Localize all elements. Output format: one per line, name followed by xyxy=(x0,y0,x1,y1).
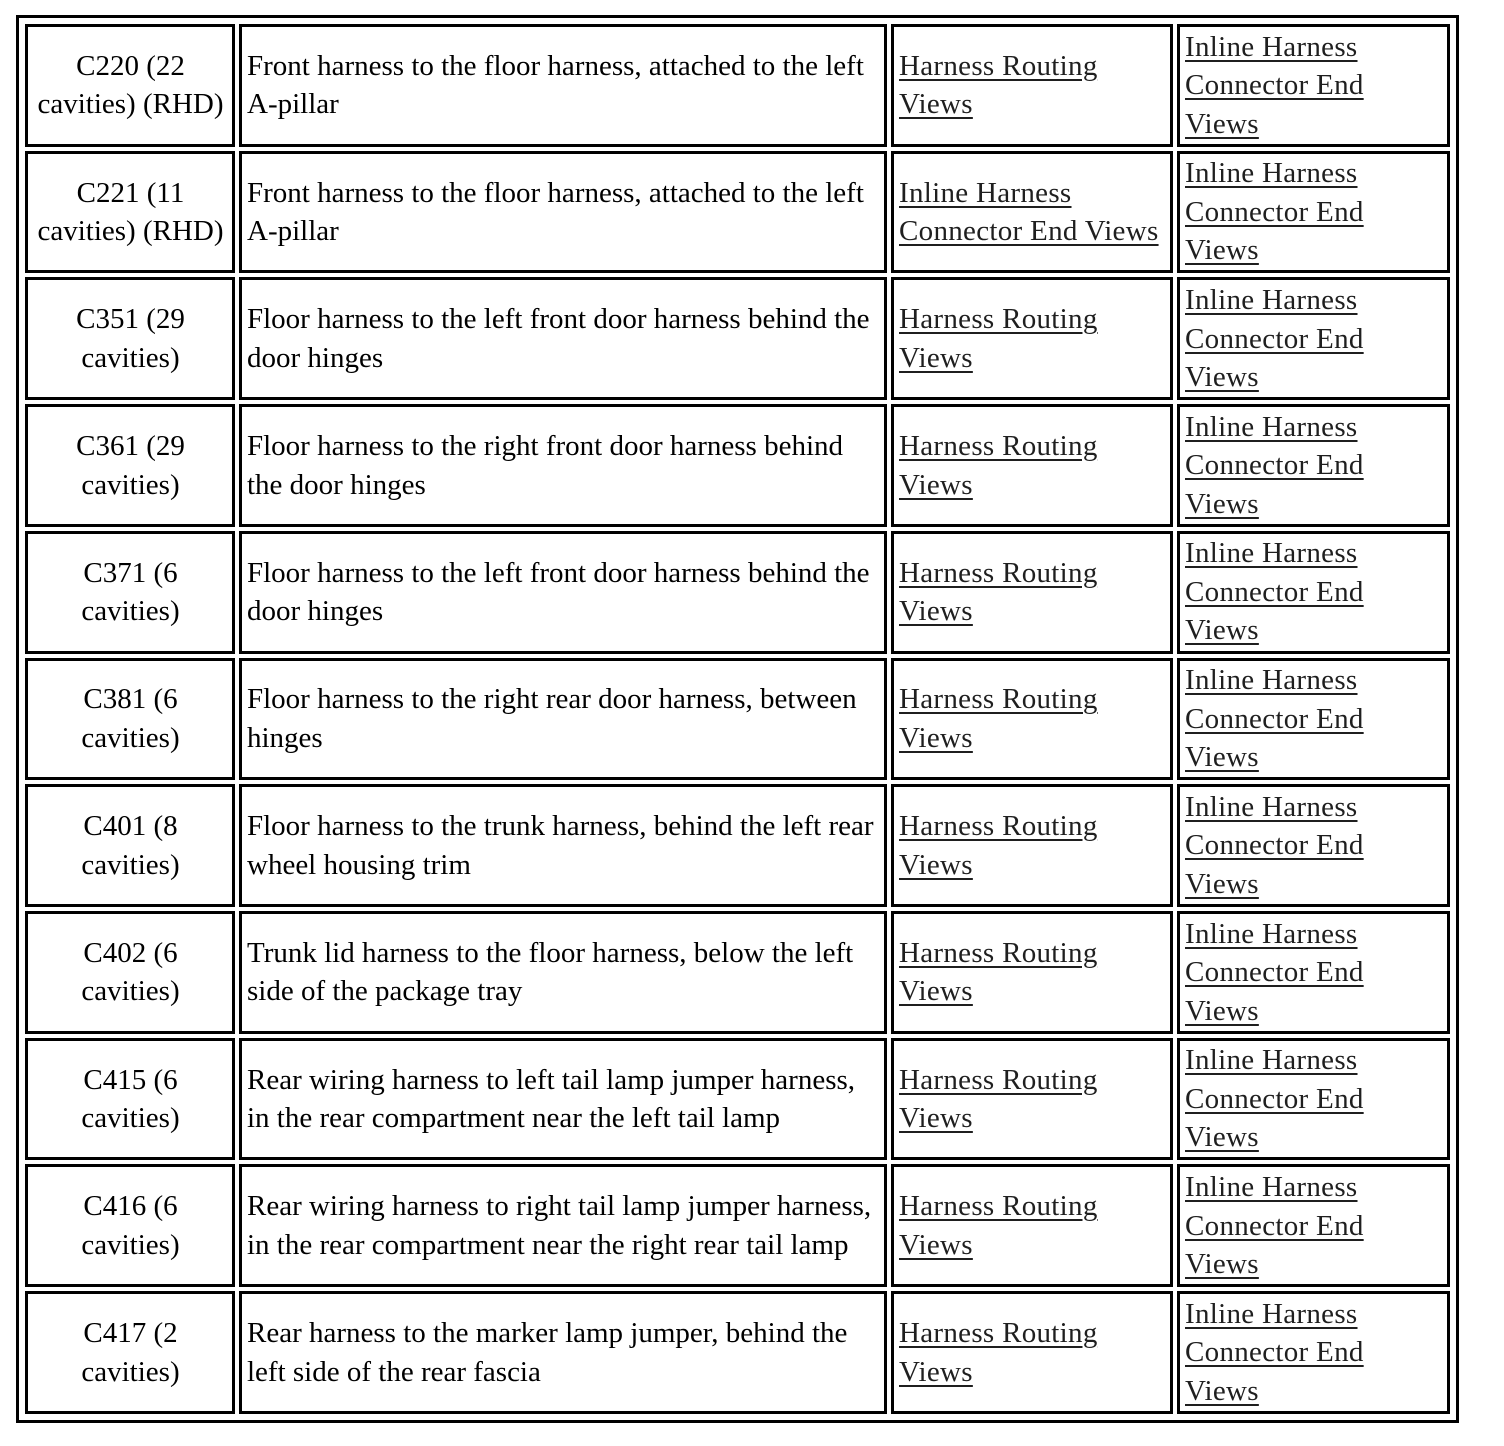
end-views-cell xyxy=(1177,1164,1450,1287)
harness-routing-views-link[interactable]: Harness Routing Views xyxy=(899,1190,1098,1261)
connector-end-views-link[interactable]: Inline Harness Connector End Views xyxy=(1185,917,1364,1027)
end-views-cell xyxy=(1177,404,1450,527)
connector-end-views-link[interactable]: Inline Harness Connector End Views xyxy=(899,176,1159,248)
routing-views-cell xyxy=(891,24,1173,147)
harness-routing-views-link[interactable]: Harness Routing Views xyxy=(899,1317,1098,1388)
connector-end-views-link[interactable]: Inline Harness Connector End Views xyxy=(1185,537,1364,647)
end-views-cell xyxy=(1177,531,1450,654)
location-description-cell: Floor harness to the trunk harness, behind the left rear wheel housing trim xyxy=(239,784,887,907)
location-description-cell: Rear wiring harness to right tail lamp jumper harness, in the rear compartment near the right rear tail lamp xyxy=(239,1164,887,1287)
routing-views-cell xyxy=(891,277,1173,400)
harness-routing-views-link[interactable]: Harness Routing Views xyxy=(899,810,1098,881)
table-row xyxy=(25,404,1450,527)
connector-end-views-link[interactable]: Inline Harness Connector End Views xyxy=(1185,1297,1364,1407)
end-views-cell xyxy=(1177,24,1450,147)
inline-connector-table xyxy=(21,20,1454,1418)
connector-end-views-link[interactable]: Inline Harness Connector End Views xyxy=(1185,1044,1364,1154)
location-description-cell: Rear harness to the marker lamp jumper, behind the left side of the rear fascia xyxy=(239,1291,887,1414)
harness-routing-views-link[interactable]: Harness Routing Views xyxy=(899,936,1098,1008)
table-row xyxy=(25,151,1450,274)
harness-routing-views-link[interactable]: Harness Routing Views xyxy=(899,49,1098,121)
end-views-cell xyxy=(1177,784,1450,907)
connector-end-views-link[interactable]: Inline Harness Connector End Views xyxy=(1185,284,1364,394)
harness-routing-views-link[interactable]: Harness Routing Views xyxy=(899,303,1098,374)
routing-views-cell xyxy=(891,531,1173,654)
location-description-cell: Front harness to the floor harness, attached to the left A-pillar xyxy=(239,151,887,274)
location-description-cell: Floor harness to the left front door harness behind the door hinges xyxy=(239,531,887,654)
table-row xyxy=(25,658,1450,781)
connector-id-cell: C361 (29 cavities) xyxy=(25,404,235,527)
connector-end-views-link[interactable]: Inline Harness Connector End Views xyxy=(1185,30,1364,140)
end-views-cell xyxy=(1177,911,1450,1034)
connector-id-cell: C401 (8 cavities) xyxy=(25,784,235,907)
location-description-cell: Front harness to the floor harness, attached to the left A-pillar xyxy=(239,24,887,147)
harness-routing-views-link[interactable]: Harness Routing Views xyxy=(899,556,1098,628)
harness-routing-views-link[interactable]: Harness Routing Views xyxy=(899,430,1098,501)
connector-end-views-link[interactable]: Inline Harness Connector End Views xyxy=(1185,157,1364,267)
connector-id-cell: C220 (22 cavities) (RHD) xyxy=(25,24,235,147)
routing-views-cell xyxy=(891,911,1173,1034)
connector-id-cell: C221 (11 cavities) (RHD) xyxy=(25,151,235,274)
end-views-cell xyxy=(1177,277,1450,400)
table-row xyxy=(25,24,1450,147)
location-description-cell: Rear wiring harness to left tail lamp jumper harness, in the rear compartment near the left tail lamp xyxy=(239,1038,887,1161)
connector-id-cell: C416 (6 cavities) xyxy=(25,1164,235,1287)
routing-views-cell xyxy=(891,784,1173,907)
harness-routing-views-link[interactable]: Harness Routing Views xyxy=(899,683,1098,754)
location-description-cell: Floor harness to the right rear door harness, between hinges xyxy=(239,658,887,781)
connector-end-views-link[interactable]: Inline Harness Connector End Views xyxy=(1185,790,1364,900)
connector-id-cell: C381 (6 cavities) xyxy=(25,658,235,781)
end-views-cell xyxy=(1177,1038,1450,1161)
table-row xyxy=(25,911,1450,1034)
routing-views-cell xyxy=(891,658,1173,781)
connector-id-cell: C371 (6 cavities) xyxy=(25,531,235,654)
routing-views-cell xyxy=(891,1038,1173,1161)
connector-id-cell: C415 (6 cavities) xyxy=(25,1038,235,1161)
location-description-cell: Trunk lid harness to the floor harness, below the left side of the package tray xyxy=(239,911,887,1034)
routing-views-cell xyxy=(891,404,1173,527)
connector-id-cell: C417 (2 cavities) xyxy=(25,1291,235,1414)
routing-views-cell xyxy=(891,1291,1173,1414)
harness-routing-views-link[interactable]: Harness Routing Views xyxy=(899,1063,1098,1135)
location-description-cell: Floor harness to the left front door harness behind the door hinges xyxy=(239,277,887,400)
table-row xyxy=(25,784,1450,907)
connector-end-views-link[interactable]: Inline Harness Connector End Views xyxy=(1185,410,1364,520)
table-row xyxy=(25,531,1450,654)
connector-table-frame xyxy=(16,15,1459,1423)
end-views-cell xyxy=(1177,1291,1450,1414)
connector-id-cell: C402 (6 cavities) xyxy=(25,911,235,1034)
location-description-cell: Floor harness to the right front door harness behind the door hinges xyxy=(239,404,887,527)
connector-id-cell: C351 (29 cavities) xyxy=(25,277,235,400)
end-views-cell xyxy=(1177,151,1450,274)
table-row xyxy=(25,277,1450,400)
routing-views-cell xyxy=(891,1164,1173,1287)
end-views-cell xyxy=(1177,658,1450,781)
table-row xyxy=(25,1291,1450,1414)
routing-views-cell xyxy=(891,151,1173,274)
connector-end-views-link[interactable]: Inline Harness Connector End Views xyxy=(1185,664,1364,774)
table-row xyxy=(25,1038,1450,1161)
connector-end-views-link[interactable]: Inline Harness Connector End Views xyxy=(1185,1171,1364,1281)
table-row xyxy=(25,1164,1450,1287)
